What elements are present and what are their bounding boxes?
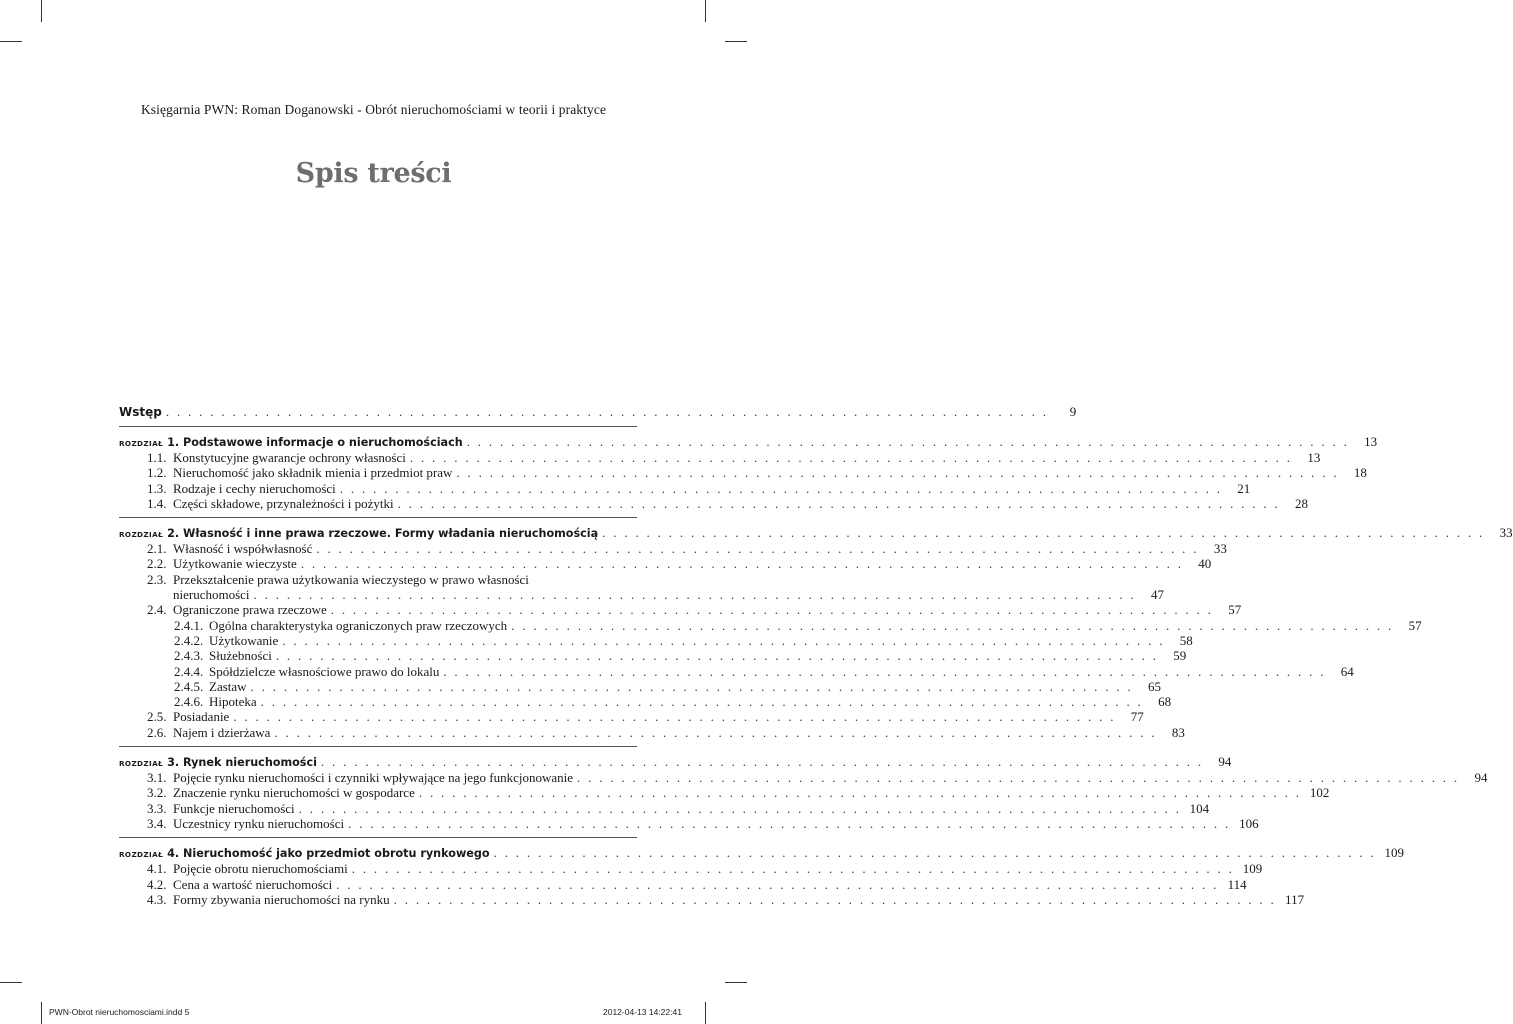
toc-chapter-entry[interactable] [119,845,1405,861]
toc-page-number: 94 [1218,754,1232,770]
leader-dots: . . . . . . . . . . . . . . . . . . . . . . . . . . . . . . . . . . . . . . . . . . . . . . . . . . . . . . . . . . . . . . . . . . . . . . . . . . . . . . . . [456,465,1339,481]
section-divider [119,426,637,427]
section-number: 2.5. [147,709,167,725]
leader-dots: . . . . . . . . . . . . . . . . . . . . . . . . . . . . . . . . . . . . . . . . . . . . . . . . . . . . . . . . . . . . . . . . . . . . . . . . . . . . . . . . [275,648,1159,664]
section-number: 4.2. [147,876,167,892]
section-title: Funkcje nieruchomości [173,800,295,816]
chapter-heading [119,526,598,542]
leader-dots: . . . . . . . . . . . . . . . . . . . . . . . . . . . . . . . . . . . . . . . . . . . . . . . . . . . . . . . . . . . . . . . . . . . . . . . . . . . . . . . . [274,724,1157,740]
section-title: Spółdzielcze własnościowe prawo do lokalu [209,663,440,679]
toc-section-entry[interactable] [119,800,1210,816]
toc-page-number: 104 [1189,800,1210,816]
toc-page-number: 109 [1242,861,1263,877]
toc-page-number: 94 [1474,770,1488,786]
section-number: 1.3. [147,480,167,496]
section-title: Przekształcenie prawa użytkowania wieczystego w prawo własności [173,571,529,587]
chapter-title: 3. Rynek nieruchomości [167,756,317,770]
chapter-title: 4. Nieruchomość jako przedmiot obrotu rynkowego [167,847,490,861]
section-title: Pojęcie obrotu nieruchomościami [173,861,348,877]
leader-dots: . . . . . . . . . . . . . . . . . . . . . . . . . . . . . . . . . . . . . . . . . . . . . . . . . . . . . . . . . . . . . . . . . . . . . . . . . . . . . . . . [409,450,1293,465]
leader-dots: . . . . . . . . . . . . . . . . . . . . . . . . . . . . . . . . . . . . . . . . . . . . . . . . . . . . . . . . . . . . . . . . . . . . . . . . . . . . . . . . [443,663,1326,679]
leader-dots: . . . . . . . . . . . . . . . . . . . . . . . . . . . . . . . . . . . . . . . . . . . . . . . . . . . . . . . . . . . . . . . . . . . . . . . . . . . . . . . . [316,541,1199,557]
section-number: 4.3. [147,891,167,907]
crop-mark [725,41,747,42]
toc-page-number: 47 [1151,587,1164,603]
leader-dots: . . . . . . . . . . . . . . . . . . . . . . . . . . . . . . . . . . . . . . . . . . . . . . . . . . . . . . . . . . . . . . . . . . . . . . . . . . . . . . . . [298,800,1182,816]
leader-dots: . . . . . . . . . . . . . . . . . . . . . . . . . . . . . . . . . . . . . . . . . . . . . . . . . . . . . . . . . . . . . . . . . . . . . . . . . . . . . . . . [320,754,1204,770]
leader-dots: . . . . . . . . . . . . . . . . . . . . . . . . . . . . . . . . . . . . . . . . . . . . . . . . . . . . . . . . . . . . . . . . . . . . . . . . . . . . . . . . [250,678,1133,694]
toc-section-entry[interactable] [119,815,1259,831]
section-number: 3.3. [147,800,167,816]
toc-page-number: 57 [1228,602,1242,618]
section-title: Pojęcie rynku nieruchomości i czynniki wpływające na jego funkcjonowanie [173,770,573,786]
leader-dots: . . . . . . . . . . . . . . . . . . . . . . . . . . . . . . . . . . . . . . . . . . . . . . . . . . . . . . . . . . . . . . . . . . . . . . . . . . . . . . . . [511,617,1394,633]
leader-dots: . . . . . . . . . . . . . . . . . . . . . . . . . . . . . . . . . . . . . . . . . . . . . . . . . . . . . . . . . . . . . . . . . . . . . . . . . . . . . . . . [393,891,1277,907]
chapter-title: 1. Podstawowe informacje o nieruchomościach [167,436,463,449]
section-title: Zastaw [209,678,247,694]
toc-page-number: 33 [1213,541,1227,557]
section-title: Służebności [209,648,272,664]
toc-section-entry[interactable] [119,541,1227,557]
toc-section-entry[interactable] [119,785,1330,801]
toc-subsection-entry[interactable] [119,678,1161,694]
chapter-heading [119,755,317,771]
toc-page-number: 13 [1307,450,1321,465]
toc-page-number: 102 [1309,785,1330,801]
section-title: Najem i dzierżawa [173,724,271,740]
toc-page-number: 28 [1295,495,1309,511]
toc-chapter-entry[interactable] [119,525,1513,541]
crop-mark [705,1002,706,1024]
leader-dots: . . . . . . . . . . . . . . . . . . . . . . . . . . . . . . . . . . . . . . . . . . . . . . . . . . . . . . . . . . . . . . . . . . . . . . . . . . . . . . . . [602,525,1485,541]
section-divider [119,746,637,747]
toc-section-entry[interactable] [119,480,1251,496]
toc-page-number: 83 [1171,724,1185,740]
toc-page-number: 57 [1408,617,1422,633]
section-title: Użytkowanie [209,632,279,648]
toc-page-number: 109 [1384,845,1405,861]
toc-chapter-entry[interactable] [119,754,1232,770]
section-divider [119,517,637,518]
slug-filename: PWN-Obrot nieruchomosciami.indd 5 [49,1007,190,1017]
toc-subsection-entry[interactable] [119,617,1422,633]
section-title: Rodzaje i cechy nieruchomości [173,480,336,496]
crop-mark [0,41,22,42]
leader-dots: . . . . . . . . . . . . . . . . . . . . . . . . . . . . . . . . . . . . . . . . . . . . . . . . . . . . . . . . . . . . . . . . . . . . . . . . . . . . . . . . [336,876,1219,892]
toc-section-entry-continued[interactable] [119,587,1164,603]
section-title: Nieruchomość jako składnik mienia i przedmiot praw [173,465,453,481]
toc-subsection-entry[interactable] [119,694,1172,710]
leader-dots: . . . . . . . . . . . . . . . . . . . . . . . . . . . . . . . . . . . . . . . . . . . . . . . . . . . . . . . . . . . . . . . . . . . . . . . . . . . . . . . . [493,845,1377,861]
chapter-heading [119,435,463,451]
toc-subsection-entry[interactable] [119,663,1354,679]
chapter-prefix: ROZDZIAŁ [119,439,164,448]
toc-chapter-entry[interactable] [119,434,1378,450]
toc-page-number: 21 [1237,480,1251,496]
toc-page-number: 106 [1239,815,1259,831]
section-title: Ogólna charakterystyka ograniczonych praw rzeczowych [209,617,508,633]
toc-page-number: 40 [1198,556,1212,572]
section-number: 2.4. [147,602,167,618]
leader-dots: . . . . . . . . . . . . . . . . . . . . . . . . . . . . . . . . . . . . . . . . . . . . . . . . . . . . . . . . . . . . . . . . . . . . . . . . . . . . . . . . [330,602,1214,618]
toc-page-number: 77 [1130,709,1144,725]
leader-dots: . . . . . . . . . . . . . . . . . . . . . . . . . . . . . . . . . . . . . . . . . . . . . . . . . . . . . . . . . . . . . . . . . . . . . . . . . . . . . . . . [348,815,1231,831]
section-title: Hipoteka [209,694,257,710]
section-divider [119,837,637,838]
section-title: Użytkowanie wieczyste [173,556,297,572]
table-of-contents [119,404,1513,907]
toc-page-number: 58 [1179,632,1193,648]
section-number: 1.4. [147,495,167,511]
toc-section-entry[interactable] [119,891,1305,907]
leader-dots: . . . . . . . . . . . . . . . . . . . . . . . . . . . . . . . . . . . . . . . . . . . . . . . . . . . . . . . . . . . . . . . . . . . . . . . . . . . . . . . . [282,632,1165,648]
toc-page-number: 68 [1158,694,1172,710]
chapter-prefix: ROZDZIAŁ [119,850,164,860]
toc-section-entry[interactable] [119,876,1247,892]
page-title: Spis treści [295,158,452,189]
section-number: 1.1. [147,450,167,465]
toc-entry-label: Wstęp [119,405,162,419]
section-title-continued: nieruchomości [173,587,250,603]
section-number: 2.4.5. [174,678,204,694]
slug-datetime: 2012-04-13 14:22:41 [603,1007,682,1017]
crop-mark [725,982,747,983]
toc-page-number: 33 [1499,525,1513,541]
leader-dots: . . . . . . . . . . . . . . . . . . . . . . . . . . . . . . . . . . . . . . . . . . . . . . . . . . . . . . . . . . . . . . . . . . . . . . . . . . . . . . . . [233,709,1116,725]
chapter-prefix: ROZDZIAŁ [119,530,164,540]
toc-page-number: 18 [1353,465,1367,481]
section-title: Własność i współwłasność [173,541,313,557]
toc-subsection-entry[interactable] [119,632,1193,648]
section-number: 2.3. [147,571,167,587]
leader-dots: . . . . . . . . . . . . . . . . . . . . . . . . . . . . . . . . . . . . . . . . . . . . . . . . . . . . . . . . . . . . . . . . . . . . . . . . . . . . . . . . [418,785,1302,801]
section-number: 4.1. [147,861,167,877]
leader-dots: . . . . . . . . . . . . . . . . . . . . . . . . . . . . . . . . . . . . . . . . . . . . . . . . . . . . . . . . . . . . . . . . . . . . . . . . . . . . . . . . [253,587,1136,603]
section-number: 2.4.3. [174,648,204,664]
toc-section-entry[interactable] [119,495,1309,511]
section-number: 2.2. [147,556,167,572]
section-number: 2.4.6. [174,694,204,710]
section-number: 2.6. [147,724,167,740]
section-title: Konstytucyjne gwarancje ochrony własności [173,450,406,465]
toc-section-entry[interactable] [119,861,1263,877]
leader-dots: . . . . . . . . . . . . . . . . . . . . . . . . . . . . . . . . . . . . . . . . . . . . . . . . . . . . . . . . . . . . . . . . . . . . . . . . . . . . . . . . [300,556,1184,572]
leader-dots: . . . . . . . . . . . . . . . . . . . . . . . . . . . . . . . . . . . . . . . . . . . . . . . . . . . . . . . . . . . . . . . . . . . . . . . . . . . . . . . . [466,434,1350,449]
toc-page-number: 9 [1069,404,1077,419]
crop-mark [41,0,42,22]
toc-section-entry[interactable] [119,556,1212,572]
toc-section-entry[interactable] [119,465,1367,481]
chapter-heading [119,846,490,862]
section-title: Ograniczone prawa rzeczowe [173,602,327,618]
leader-dots: . . . . . . . . . . . . . . . . . . . . . . . . . . . . . . . . . . . . . . . . . . . . . . . . . . . . . . . . . . . . . . . . . . . . . . . . . . . . . . . . [339,480,1223,496]
section-number: 1.2. [147,465,167,481]
toc-section-entry[interactable] [119,709,1144,725]
toc-page-number: 64 [1340,663,1354,679]
toc-section-entry[interactable] [119,450,1321,465]
toc-section-entry[interactable] [119,602,1242,618]
leader-dots: . . . . . . . . . . . . . . . . . . . . . . . . . . . . . . . . . . . . . . . . . . . . . . . . . . . . . . . . . . . . . . . . . . . . . . . . . . . . . . . . [165,404,1049,419]
running-header: Księgarnia PWN: Roman Doganowski - Obrót nieruchomościami w teorii i praktyce [140,102,607,117]
toc-section-entry[interactable] [119,770,1488,786]
section-title: Uczestnicy rynku nieruchomości [173,815,345,831]
leader-dots: . . . . . . . . . . . . . . . . . . . . . . . . . . . . . . . . . . . . . . . . . . . . . . . . . . . . . . . . . . . . . . . . . . . . . . . . . . . . . . . . [397,495,1281,511]
toc-section-entry[interactable] [119,572,637,587]
leader-dots: . . . . . . . . . . . . . . . . . . . . . . . . . . . . . . . . . . . . . . . . . . . . . . . . . . . . . . . . . . . . . . . . . . . . . . . . . . . . . . . . [577,770,1460,786]
section-title: Cena a wartość nieruchomości [173,876,333,892]
section-title: Formy zbywania nieruchomości na rynku [173,891,390,907]
section-number: 2.4.2. [174,632,204,648]
section-number: 3.4. [147,815,167,831]
section-title: Części składowe, przynależności i pożytki [173,495,394,511]
toc-section-entry[interactable] [119,724,1185,740]
section-number: 3.1. [147,770,167,786]
leader-dots: . . . . . . . . . . . . . . . . . . . . . . . . . . . . . . . . . . . . . . . . . . . . . . . . . . . . . . . . . . . . . . . . . . . . . . . . . . . . . . . . [260,694,1144,710]
leader-dots: . . . . . . . . . . . . . . . . . . . . . . . . . . . . . . . . . . . . . . . . . . . . . . . . . . . . . . . . . . . . . . . . . . . . . . . . . . . . . . . . [351,861,1235,877]
toc-subsection-entry[interactable] [119,648,1187,664]
section-title: Posiadanie [173,709,230,725]
toc-page-number: 59 [1173,648,1187,664]
section-number: 2.4.1. [174,617,204,633]
chapter-title: 2. Własność i inne prawa rzeczowe. Formy władania nieruchomością [167,527,599,541]
toc-entry-intro[interactable] [119,404,1077,420]
chapter-prefix: ROZDZIAŁ [119,759,164,769]
section-number: 3.2. [147,785,167,801]
toc-page-number: 13 [1364,434,1378,449]
toc-page-number: 65 [1148,678,1161,694]
toc-page-number: 117 [1285,891,1305,907]
section-title: Znaczenie rynku nieruchomości w gospodarce [173,785,415,801]
crop-mark [41,1002,42,1024]
section-number: 2.4.4. [174,663,204,679]
toc-page-number: 114 [1227,876,1247,892]
section-number: 2.1. [147,541,167,557]
crop-mark [705,0,706,22]
crop-mark [0,982,22,983]
